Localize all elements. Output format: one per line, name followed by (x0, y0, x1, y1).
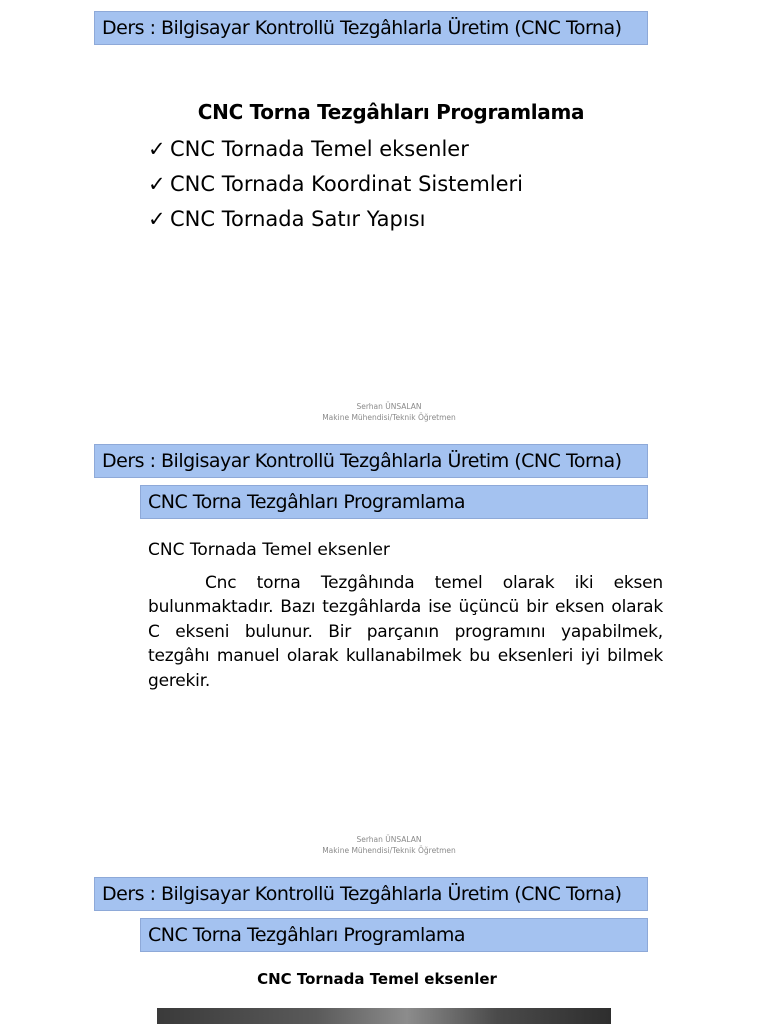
checklist-item-label: CNC Tornada Koordinat Sistemleri (170, 172, 524, 196)
section-heading: CNC Tornada Temel eksenler (257, 970, 497, 988)
checklist-item-label: CNC Tornada Satır Yapısı (170, 207, 426, 231)
slide-1 (0, 0, 768, 432)
course-header: Ders : Bilgisayar Kontrollü Tezgâhlarla Üretim (CNC Torna) (94, 11, 648, 45)
section-heading: CNC Tornada Temel eksenler (148, 540, 390, 560)
author-role: Makine Mühendisi/Teknik Öğretmen (322, 846, 456, 855)
checklist-item (148, 168, 523, 203)
topic-subheader: CNC Torna Tezgâhları Programlama (140, 918, 648, 952)
author-name: Serhan ÜNSALAN (356, 835, 422, 844)
body-paragraph: Cnc torna Tezgâhında temel olarak iki eksen bulunmaktadır. Bazı tezgâhlarda ise üçüncü bir eksen olarak C ekseni bulunur. Bir parçanın programını yapabilmek, tezgâhı manuel olarak kullanabilmek bu eksenleri iyi bilmek gerekir. (148, 573, 663, 691)
lathe-photo (157, 1008, 611, 1024)
author-role: Makine Mühendisi/Teknik Öğretmen (322, 413, 456, 422)
course-header: Ders : Bilgisayar Kontrollü Tezgâhlarla Üretim (CNC Torna) (94, 877, 648, 911)
slide-title: CNC Torna Tezgâhları Programlama (197, 100, 585, 124)
checkmark-icon: ✓ (148, 207, 166, 231)
author-name: Serhan ÜNSALAN (356, 402, 422, 411)
checklist-item (148, 203, 523, 238)
checkmark-icon: ✓ (148, 172, 166, 196)
author-footer (0, 401, 768, 423)
author-footer (0, 834, 768, 856)
checklist-item-label: CNC Tornada Temel eksenler (170, 137, 469, 161)
checkmark-icon: ✓ (148, 137, 166, 161)
topic-subheader: CNC Torna Tezgâhları Programlama (140, 485, 648, 519)
slide-3 (0, 864, 768, 1024)
checklist-item (148, 133, 523, 168)
topic-checklist (148, 133, 523, 238)
slide-2 (0, 432, 768, 864)
course-header: Ders : Bilgisayar Kontrollü Tezgâhlarla Üretim (CNC Torna) (94, 444, 648, 478)
